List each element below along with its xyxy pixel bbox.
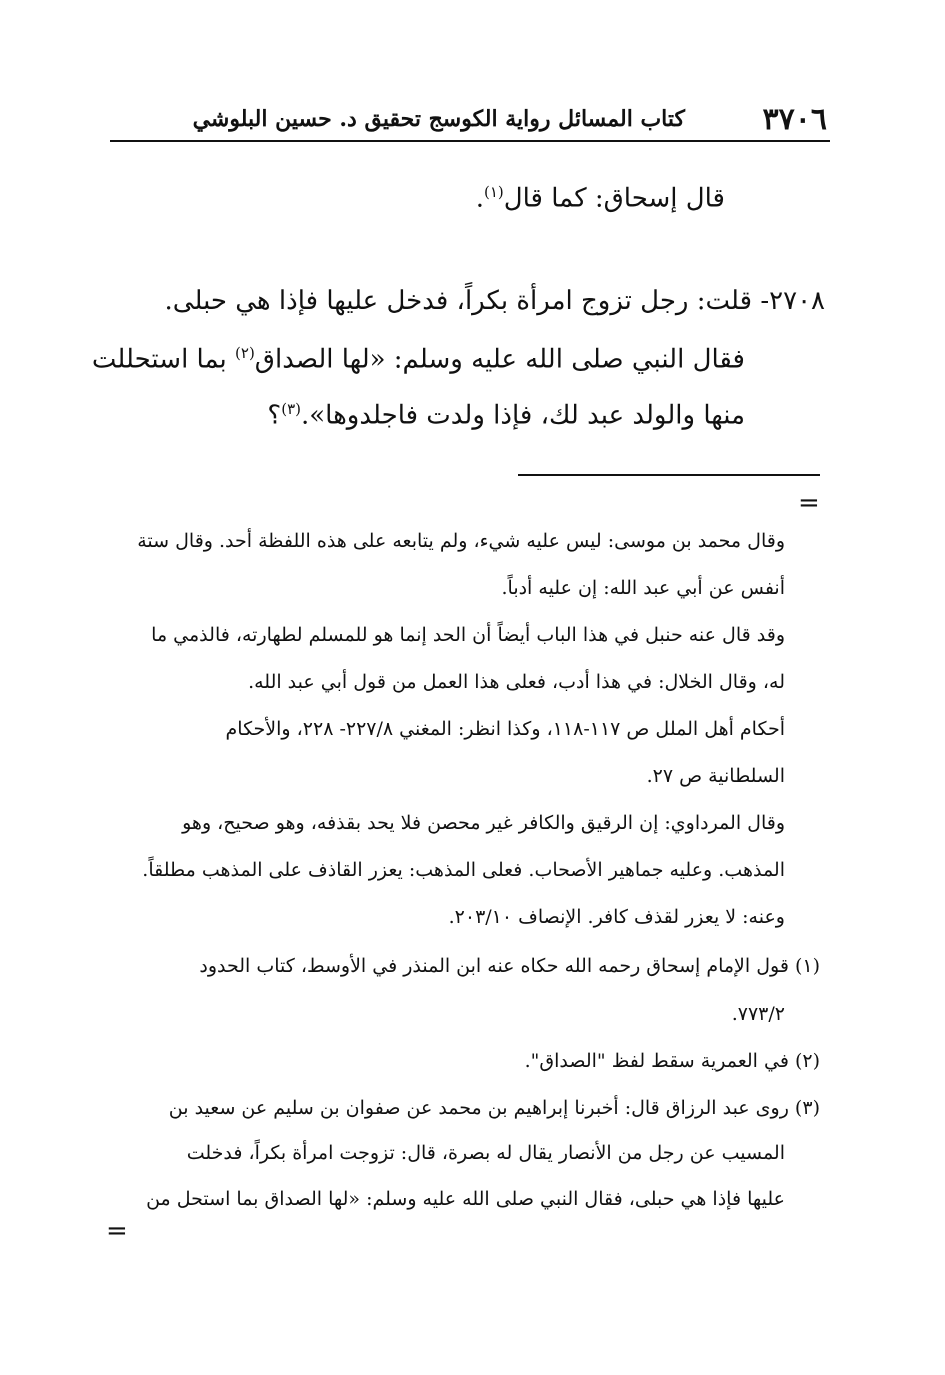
continuation-mark-bottom: =: [106, 1216, 128, 1246]
footnote-separator: [518, 474, 820, 476]
body-line-4: [267, 400, 745, 431]
header-title: كتاب المسائل رواية الكوسج تحقيق د. حسين البلوشي: [192, 106, 685, 132]
continuation-mark-top: =: [798, 488, 820, 518]
body-line-3: [92, 344, 745, 375]
body-text: فقال النبي صلى الله عليه وسلم: «لها الصداق: [254, 344, 745, 375]
header-rule: [110, 140, 830, 142]
footnote-line: المذهب. وعليه جماهير الأصحاب. فعلى المذهب: يعزر القاذف على المذهب مطلقاً.: [142, 859, 785, 881]
body-text: منها والولد عبد لك، فإذا ولدت فاجلدوها».: [301, 400, 745, 431]
footnote-ref-2: (٢): [235, 344, 255, 362]
body-text: .: [475, 183, 484, 214]
footnote-line: عليها فإذا هي حبلى، فقال النبي صلى الله عليه وسلم: «لها الصداق بما استحل من: [146, 1188, 785, 1210]
footnote-line: المسيب عن رجل من الأنصار يقال له بصرة، قال: تزوجت امرأة بكراً، فدخلت: [186, 1142, 785, 1164]
body-text: بما استحللت: [91, 344, 236, 375]
footnote-ref-3: (٣): [281, 400, 301, 418]
footnote-line: وقال المرداوي: إن الرقيق والكافر غير محصن فلا يحد بقذفه، وهو صحيح، وهو: [182, 812, 785, 834]
footnote-line: ٧٧٣/٢.: [731, 1003, 785, 1025]
footnote-1: (١) قول الإمام إسحاق رحمه الله حكاه عنه ابن المنذر في الأوسط، كتاب الحدود: [199, 955, 820, 977]
page-number: ٣٧٠٦: [762, 102, 827, 137]
body-text: قال إسحاق: كما قال: [503, 183, 725, 214]
body-text: ؟: [267, 400, 282, 431]
body-line-1: [476, 183, 725, 214]
footnote-line: وقال محمد بن موسى: ليس عليه شيء، ولم يتابعه على هذه اللفظة أحد. وقال ستة: [137, 530, 785, 552]
footnote-line: أنفس عن أبي عبد الله: إن عليه أدباً.: [501, 577, 785, 599]
footnote-3: (٣) روى عبد الرزاق قال: أخبرنا إبراهيم بن محمد عن صفوان بن سليم عن سعيد بن: [168, 1097, 820, 1119]
footnote-2: (٢) في العمرية سقط لفظ "الصداق".: [524, 1050, 820, 1072]
footnote-line: وقد قال عنه حنبل في هذا الباب أيضاً أن الحد إنما هو للمسلم لطهارته، فالذمي ما: [151, 624, 785, 646]
footnote-ref-1: (١): [483, 183, 504, 201]
footnote-line: له، وقال الخلال: في هذا أدب، فعلى هذا العمل من قول أبي عبد الله.: [248, 671, 785, 693]
footnote-line: أحكام أهل الملل ص ١١٧-١١٨، وكذا انظر: المغني ٢٢٧/٨- ٢٢٨، والأحكام: [225, 718, 785, 740]
footnote-line: السلطانية ص ٢٧.: [646, 765, 785, 787]
body-line-2: ٢٧٠٨- قلت: رجل تزوج امرأة بكراً، فدخل عليها فإذا هي حبلى.: [164, 286, 825, 316]
footnote-line: وعنه: لا يعزر لقذف كافر. الإنصاف ٢٠٣/١٠.: [448, 906, 785, 928]
running-header: [110, 100, 835, 140]
